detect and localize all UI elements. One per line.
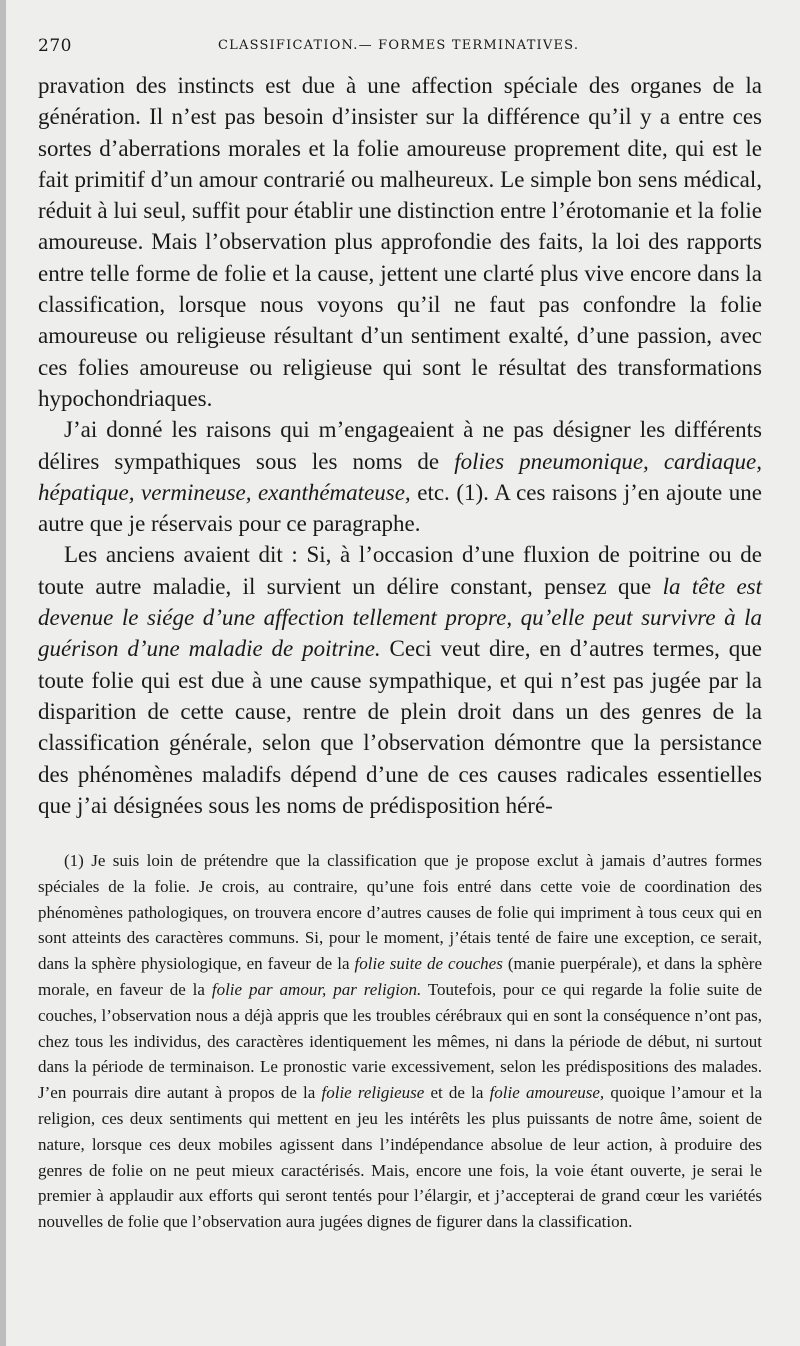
paragraph-1-text: pravation des instincts est due à une affection spéciale des organes de la génération. Il n’est pas besoin d’insister sur la différence qu’il y a entre ces sortes d’aberrations morales et la folie amoureuse proprement dite, qui est le fait primitif d’un amour contrarié ou malheureux. Le simple bon sens médical, réduit à lui seul, suffit pour établir une distinction entre l’érotomanie et la folie amoureuse. Mais l’observation plus approfondie des faits, la loi des rapports entre telle forme de folie et la cause, jettent une clarté plus vive encore dans la classification, lorsque nous voyons qu’il ne faut pas confondre la folie amoureuse ou religieuse résultant d’un sentiment exalté, d’une passion, avec ces folies amoureuse ou religieuse qui sont le résultat des transformations hypochondriaques.	[38, 73, 762, 411]
footnote-text-i: quoique l’amour et la religion, ces deux sentiments qui mettent en jeu les intérêts les plus puissants de notre âme, soient de nature, lorsque ces deux mobiles agissent dans l’indépendance absolue de leur action, à produire des genres de folie on ne peut mieux caractérisés. Mais, encore une fois, la voie étant ouverte, je serai le premier à applaudir aux efforts qui seront tentés pour l’élargir, et j’accepterai de grand cœur les variétés nouvelles de folie que l’observation aura jugées dignes de figurer dans la classification.	[38, 1083, 762, 1232]
running-head: CLASSIFICATION.— FORMES TERMINATIVES.	[218, 38, 580, 53]
paragraph-2-italic: folies pneumonique, cardiaque, hépatique, vermineuse, exanthémateuse,	[38, 448, 763, 505]
paragraph-1	[38, 70, 762, 414]
footnote-text-c: (manie puerpérale), et dans la sphère morale, en faveur de la	[38, 954, 763, 999]
paragraph-3-italic: la tête est devenue le siége d’une affection tellement propre, qu’elle peut survivre à la guérison d’une maladie de poitrine.	[38, 573, 763, 662]
footnote-text-g: et de la	[424, 1083, 490, 1103]
paragraph-2-text-c: etc. (1). A ces raisons j’en ajoute une autre que je réservais pour ce paragraphe.	[38, 479, 763, 537]
footnote-text-a: (1) Je suis loin de prétendre que la classification que je propose exclut à jamais d’autres formes spéciales de la folie. Je crois, au contraire, qu’une fois entré dans cette voie de coordination des phénomènes pathologiques, on trouvera encore d’autres causes de folie qui impriment à tous ceux qui en sont atteints des caractères communs. Si, pour le moment, j’étais tenté de faire une exception, ce serait, dans la sphère physiologique, en faveur de la	[38, 851, 762, 974]
footnote	[38, 848, 762, 1235]
footnote-text-e: Toutefois, pour ce qui regarde la folie suite de couches, l’observation nous a déjà appris que les troubles cérébraux qui en sont la conséquence n’ont pas, chez tous les individus, des caractères identiquement les mêmes, ni dans la période de début, ni surtout dans la période de terminaison. Le pronostic varie excessivement, selon les prédispositions des malades. J’en pourrais dire autant à propos de la	[38, 979, 762, 1103]
paragraph-2	[38, 414, 762, 539]
footnote-italic-b: folie suite de couches	[354, 954, 503, 974]
page-edge	[0, 0, 6, 1346]
paragraph-3	[38, 539, 762, 821]
page-number: 270	[38, 36, 72, 56]
footnote-italic-d: folie par amour, par religion.	[211, 979, 422, 999]
footnote-italic-h: folie amoureuse,	[489, 1083, 605, 1103]
footnote-paragraph	[38, 848, 762, 1235]
paragraph-3-text-a: Les anciens avaient dit : Si, à l’occasion d’une fluxion de poitrine ou de toute autre maladie, il survient un délire constant, pensez que	[38, 542, 762, 599]
page-header	[38, 36, 762, 60]
paragraph-2-text-a: J’ai donné les raisons qui m’engageaient à ne pas désigner les différents délires sympathiques sous les noms de	[38, 417, 762, 474]
main-text	[38, 70, 762, 821]
footnote-italic-f: folie religieuse	[321, 1083, 425, 1103]
paragraph-3-text-c: Ceci veut dire, en d’autres termes, que toute folie qui est due à une cause sympathique, et qui n’est pas jugée par la disparition de cette cause, rentre de plein droit dans un des genres de la classification générale, selon que l’observation démontre que la persistance des phénomènes maladifs dépend d’une de ces causes radicales essentielles que j’ai désignées sous les noms de prédisposition héré-	[38, 636, 762, 818]
